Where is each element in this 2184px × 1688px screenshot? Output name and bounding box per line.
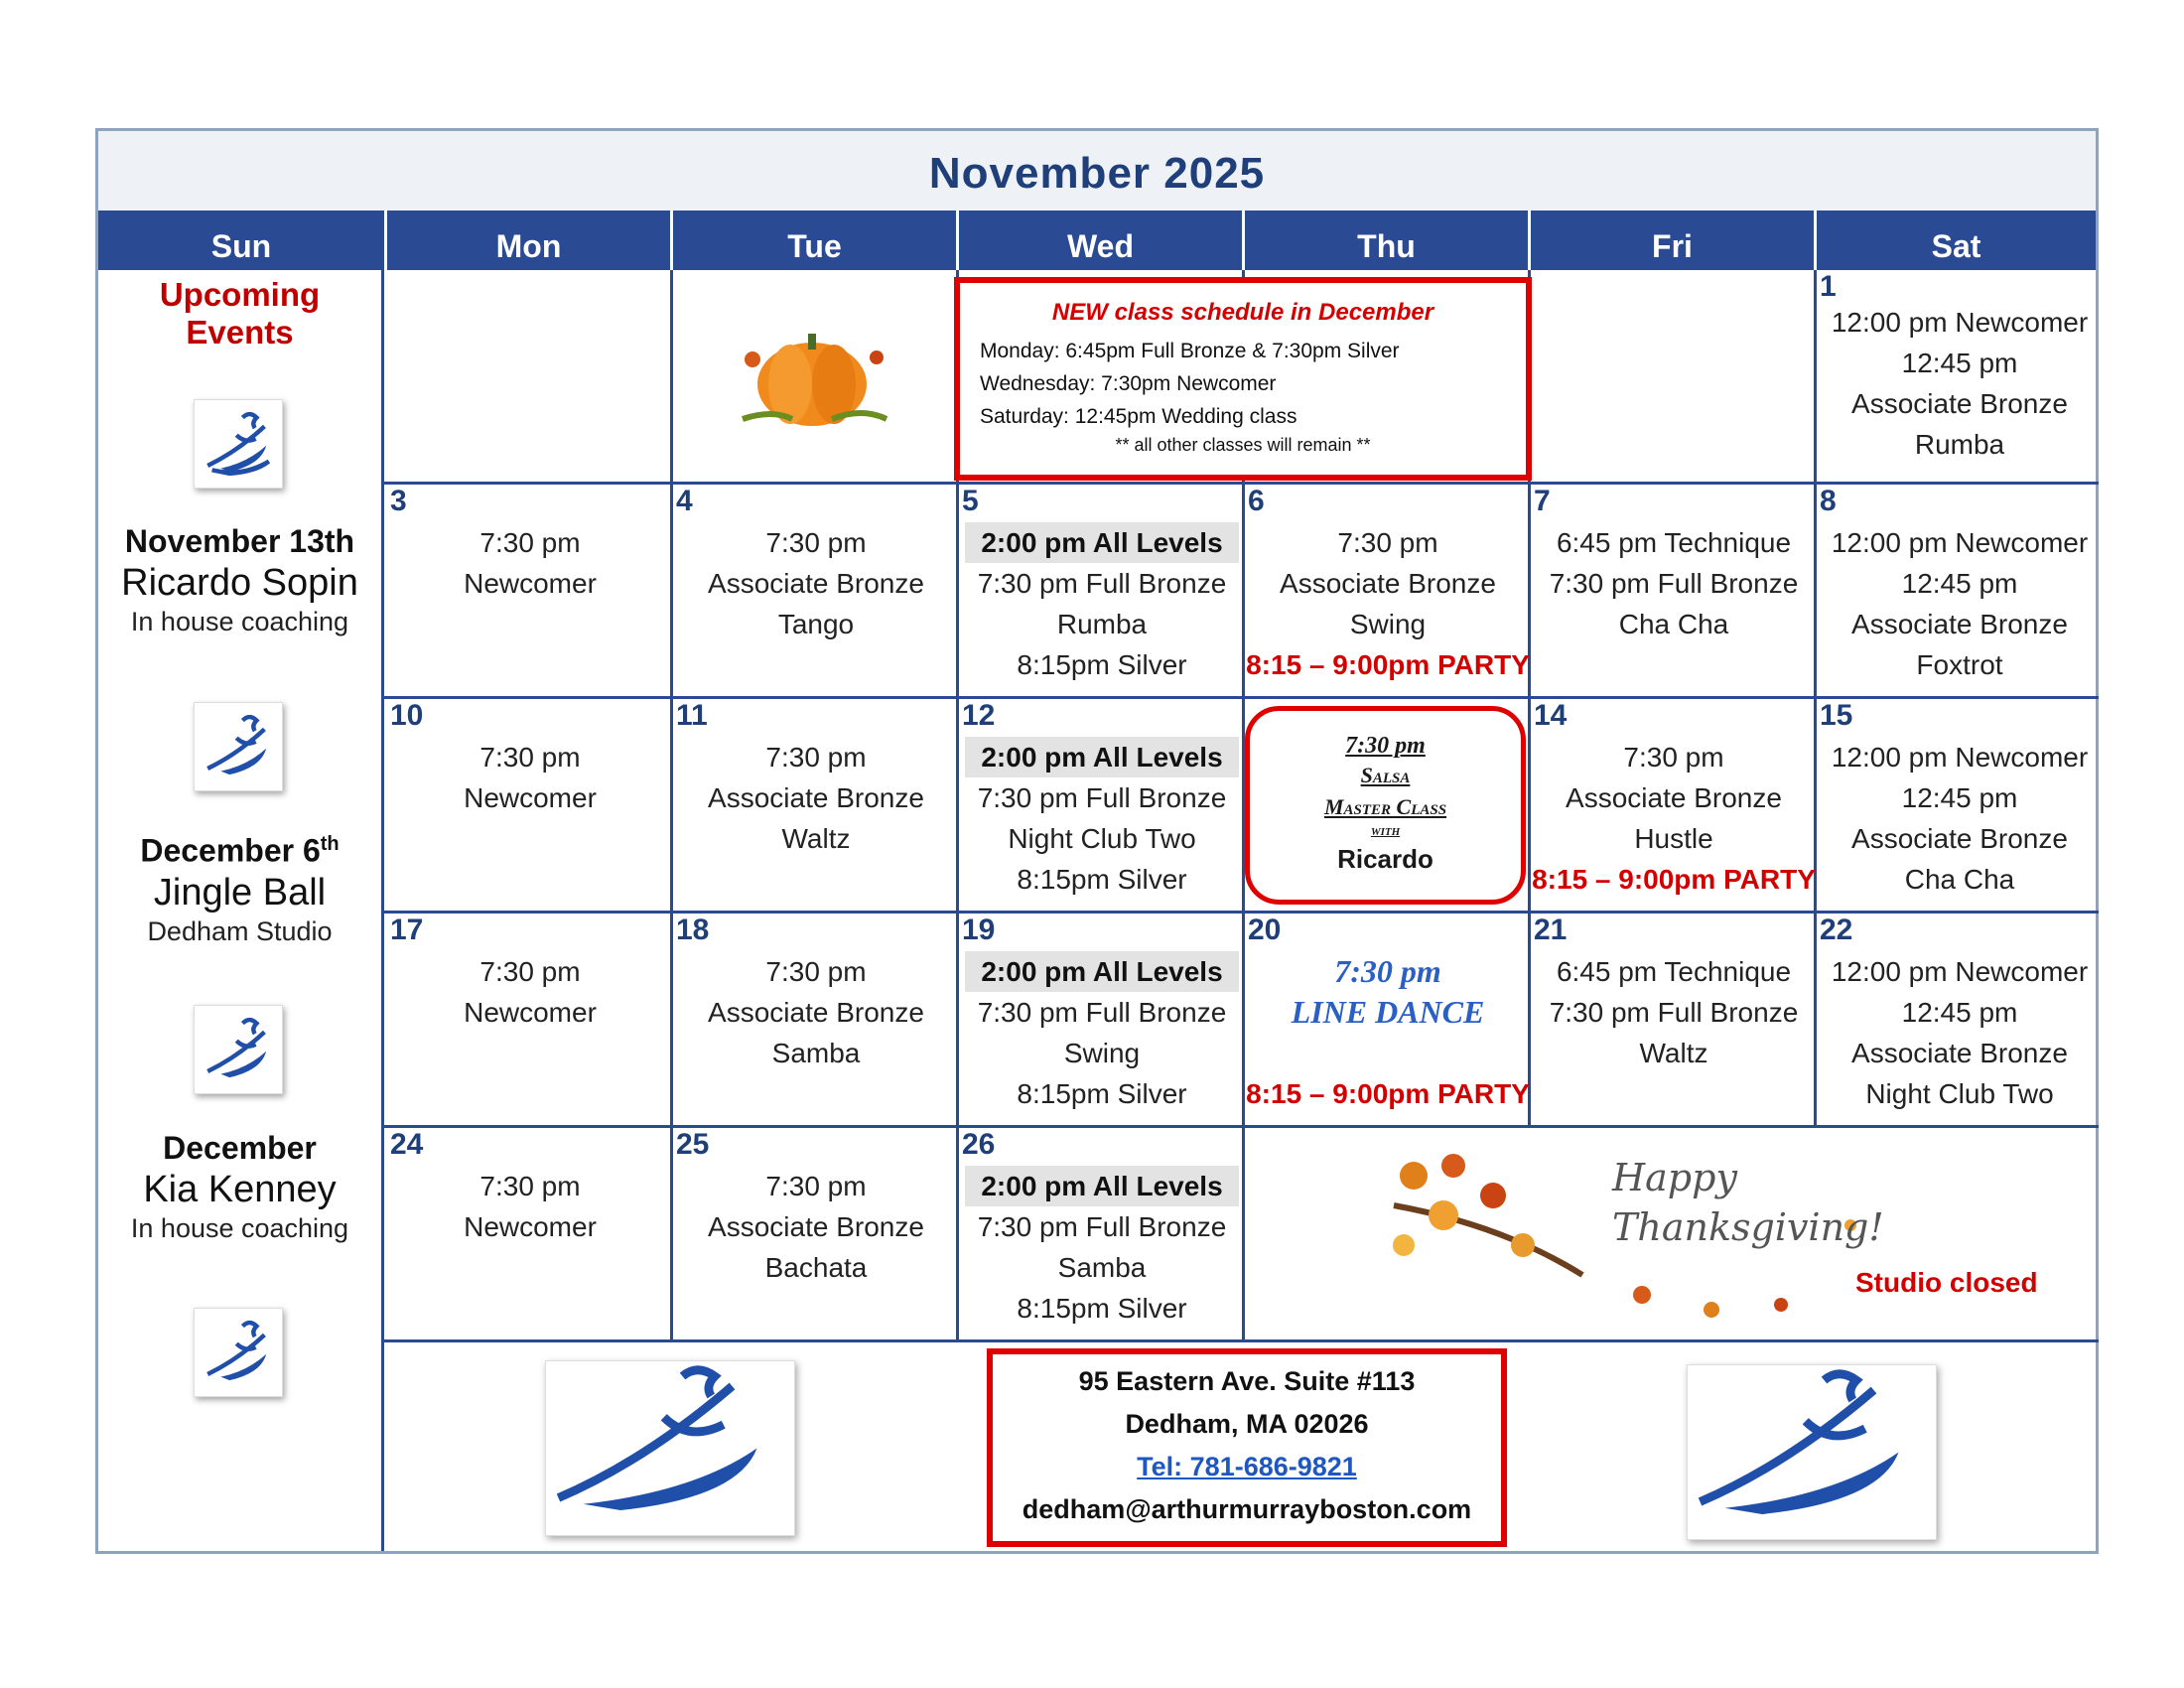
day-number: 8: [1820, 485, 1837, 517]
event-date: December 6th: [140, 832, 340, 869]
phone-link[interactable]: Tel: 781-686-9821: [1137, 1452, 1357, 1481]
day-cell-26: [959, 1128, 1245, 1342]
studio-logo-icon: [194, 1005, 283, 1094]
thanksgiving-text: Thanksgiving!: [1612, 1205, 1884, 1249]
weekday-header: [98, 211, 2096, 270]
class-line: Tango: [777, 609, 855, 639]
day-number: 4: [676, 485, 693, 517]
class-line: Newcomer: [464, 782, 597, 813]
day-number: 5: [962, 485, 979, 517]
class-line: Waltz: [1639, 1038, 1708, 1068]
class-line: 7:30 pm Full Bronze: [977, 782, 1227, 813]
class-line: 12:00 pm Newcomer: [1831, 527, 2089, 558]
class-line: Associate Bronze: [708, 997, 924, 1028]
happy-text: Happy: [1612, 1156, 1737, 1199]
class-line: Swing: [1063, 1038, 1141, 1068]
class-line: 7:30 pm Full Bronze: [1549, 997, 1799, 1028]
studio-logo-large-icon: [1687, 1364, 1937, 1540]
class-line: 8:15pm Silver: [1017, 649, 1187, 680]
day-cell-15: [1817, 699, 2103, 914]
class-line: Night Club Two: [1865, 1078, 2054, 1109]
day-number: 19: [962, 914, 996, 946]
class-line: 7:30 pm: [479, 1171, 581, 1201]
thanksgiving-cell: [1245, 1128, 2096, 1339]
weekday-fri: Fri: [1531, 211, 1817, 270]
day-cell-17: [387, 914, 673, 1128]
class-line: Swing: [1349, 609, 1427, 639]
class-line: Samba: [1057, 1252, 1147, 1283]
class-line: 12:00 pm Newcomer: [1831, 742, 2089, 773]
notice-line: Wednesday: 7:30pm Newcomer: [980, 372, 1277, 395]
weekday-tue: Tue: [673, 211, 959, 270]
day-number: 21: [1534, 914, 1568, 946]
class-line: Associate Bronze: [1851, 1038, 2068, 1068]
day-cell-24: [387, 1128, 673, 1342]
class-line: 12:00 pm Newcomer: [1831, 956, 2089, 987]
day-number: 26: [962, 1128, 996, 1161]
email-address: dedham@arthurmurrayboston.com: [1022, 1494, 1472, 1524]
class-line: Newcomer: [464, 568, 597, 599]
class-line: Associate Bronze: [708, 782, 924, 813]
class-line: 7:30 pm: [765, 742, 867, 773]
event-note: Dedham Studio: [147, 915, 333, 946]
class-line: Associate Bronze: [1851, 388, 2068, 419]
new-schedule-notice: [954, 277, 1532, 481]
weekday-mon: Mon: [387, 211, 673, 270]
class-line: 7:30 pm Full Bronze: [1549, 568, 1799, 599]
class-line: Associate Bronze: [1280, 568, 1496, 599]
class-line: 12:45 pm: [1901, 348, 2018, 378]
upcoming-events-sidebar: [98, 270, 384, 1551]
day-number: 20: [1248, 914, 1282, 946]
class-line: 12:45 pm: [1901, 997, 2018, 1028]
class-line: 12:45 pm: [1901, 568, 2018, 599]
class-line: Bachata: [764, 1252, 868, 1283]
title-bar: [98, 131, 2096, 213]
event-name: Ricardo Sopin: [121, 562, 358, 604]
salsa-master-class: [1245, 706, 1526, 905]
event-ricardo: [98, 521, 381, 638]
class-line: Night Club Two: [1008, 823, 1196, 854]
calendar-title: November 2025: [928, 149, 1266, 198]
class-line: Associate Bronze: [1851, 823, 2068, 854]
event-jingle-ball: [98, 824, 381, 948]
address-line-1: 95 Eastern Ave. Suite #113: [1078, 1366, 1416, 1396]
salsa-time: 7:30 pm: [1345, 733, 1426, 759]
class-line: Hustle: [1634, 823, 1713, 854]
class-line: 12:45 pm: [1901, 782, 2018, 813]
day-number: 18: [676, 914, 710, 946]
all-levels-highlight: 2:00 pm All Levels: [965, 522, 1239, 563]
day-cell-12: [959, 699, 1245, 914]
day-cell-14: [1531, 699, 1817, 914]
class-line: Waltz: [781, 823, 851, 854]
event-date: December: [163, 1130, 317, 1166]
class-line: 7:30 pm: [1337, 527, 1438, 558]
address-line-2: Dedham, MA 02026: [1125, 1409, 1369, 1439]
weekday-sat: Sat: [1931, 228, 1981, 264]
day-number: 14: [1534, 699, 1568, 732]
salsa-with: with: [1370, 823, 1401, 839]
class-line: 7:30 pm Full Bronze: [977, 1211, 1227, 1242]
party-line: 8:15 – 9:00pm PARTY: [1246, 649, 1530, 680]
class-line: 7:30 pm: [765, 1171, 867, 1201]
studio-logo-icon: [194, 399, 283, 489]
class-line: Cha Cha: [1618, 609, 1729, 639]
class-line: Newcomer: [464, 1211, 597, 1242]
class-line: 7:30 pm: [479, 527, 581, 558]
day-number: 6: [1248, 485, 1265, 517]
notice-title: NEW class schedule in December: [1051, 299, 1434, 326]
event-name: Jingle Ball: [153, 871, 327, 914]
notice-line: Saturday: 12:45pm Wedding class: [980, 405, 1297, 428]
day-number: 24: [390, 1128, 424, 1161]
class-line: Rumba: [1914, 429, 2005, 460]
class-line: 7:30 pm: [479, 742, 581, 773]
event-kia-kenney: [98, 1128, 381, 1245]
notice-line: Monday: 6:45pm Full Bronze & 7:30pm Silver: [980, 340, 1400, 362]
class-line: 8:15pm Silver: [1017, 1078, 1187, 1109]
day-cell-19: [959, 914, 1245, 1128]
heading-line-1: Upcoming: [159, 276, 321, 313]
day-number: 7: [1534, 485, 1551, 517]
day-number: 11: [676, 699, 708, 732]
studio-logo-icon: [194, 702, 283, 791]
calendar: [95, 128, 2099, 1554]
day-number: 3: [390, 485, 407, 517]
class-line: Foxtrot: [1916, 649, 2003, 680]
salsa-subtitle: Master Class: [1323, 794, 1447, 819]
day-cell-6: [1245, 485, 1531, 699]
day-number: 1: [1820, 270, 1837, 303]
class-line: Cha Cha: [1904, 864, 2015, 895]
studio-closed-label: Studio closed: [1855, 1267, 2038, 1298]
all-levels-highlight: 2:00 pm All Levels: [965, 1166, 1239, 1206]
class-line: 7:30 pm: [765, 956, 867, 987]
day-number: 15: [1820, 699, 1853, 732]
class-line: Associate Bronze: [1851, 609, 2068, 639]
studio-logo-large-icon: [545, 1360, 795, 1536]
class-line: 7:30 pm: [479, 956, 581, 987]
day-cell-20: [1245, 914, 1531, 1128]
class-line: 7:30 pm: [1623, 742, 1724, 773]
day-cell-11: [673, 699, 959, 914]
weekday-thu: Thu: [1245, 211, 1531, 270]
day-cell-8: [1817, 485, 2103, 699]
heading-line-2: Events: [186, 314, 294, 351]
event-note: In house coaching: [130, 607, 349, 636]
notice-footnote: ** all other classes will remain **: [1115, 435, 1371, 455]
day-cell-5: [959, 485, 1245, 699]
day-cell-1: [1817, 270, 2103, 485]
weekday-wed: Wed: [959, 211, 1245, 270]
day-number: 17: [390, 914, 424, 946]
day-number: 25: [676, 1128, 710, 1161]
all-levels-highlight: 2:00 pm All Levels: [965, 951, 1239, 992]
class-line: Newcomer: [464, 997, 597, 1028]
class-line: Associate Bronze: [708, 1211, 924, 1242]
pumpkin-cell: [673, 270, 959, 485]
day-cell-18: [673, 914, 959, 1128]
day-cell-21: [1531, 914, 1817, 1128]
day-cell-22: [1817, 914, 2103, 1128]
line-dance-title: LINE DANCE: [1291, 994, 1485, 1030]
class-line: 7:30 pm: [765, 527, 867, 558]
day-cell-4: [673, 485, 959, 699]
class-line: 8:15pm Silver: [1017, 1293, 1187, 1324]
class-line: Rumba: [1056, 609, 1148, 639]
day-cell-25: [673, 1128, 959, 1342]
weekday-sun: Sun: [98, 211, 387, 270]
class-line: 7:30 pm Full Bronze: [977, 568, 1227, 599]
class-line: 8:15pm Silver: [1017, 864, 1187, 895]
class-line: Samba: [771, 1038, 861, 1068]
salsa-title: Salsa: [1360, 763, 1411, 787]
event-note: In house coaching: [130, 1213, 349, 1243]
class-line: Associate Bronze: [1566, 782, 1782, 813]
line-dance-time: 7:30 pm: [1334, 953, 1441, 989]
class-line: 7:30 pm Full Bronze: [977, 997, 1227, 1028]
day-number: 12: [962, 699, 996, 732]
class-line: 6:45 pm Technique: [1556, 956, 1792, 987]
party-line: 8:15 – 9:00pm PARTY: [1246, 1078, 1530, 1109]
upcoming-events-heading: [98, 276, 381, 352]
day-cell-7: [1531, 485, 1817, 699]
class-line: 12:00 pm Newcomer: [1831, 307, 2089, 338]
day-cell-10: [387, 699, 673, 914]
studio-address-box: [987, 1348, 1507, 1547]
salsa-instructor: Ricardo: [1337, 844, 1433, 874]
studio-logo-icon: [194, 1308, 283, 1397]
class-line: 6:45 pm Technique: [1556, 527, 1792, 558]
day-number: 10: [390, 699, 424, 732]
day-cell-3: [387, 485, 673, 699]
party-line: 8:15 – 9:00pm PARTY: [1532, 864, 1816, 895]
event-date: November 13th: [124, 523, 355, 559]
event-name: Kia Kenney: [143, 1169, 337, 1210]
all-levels-highlight: 2:00 pm All Levels: [965, 737, 1239, 777]
pumpkin-icon: [713, 300, 911, 449]
day-number: 22: [1820, 914, 1853, 946]
class-line: Associate Bronze: [708, 568, 924, 599]
